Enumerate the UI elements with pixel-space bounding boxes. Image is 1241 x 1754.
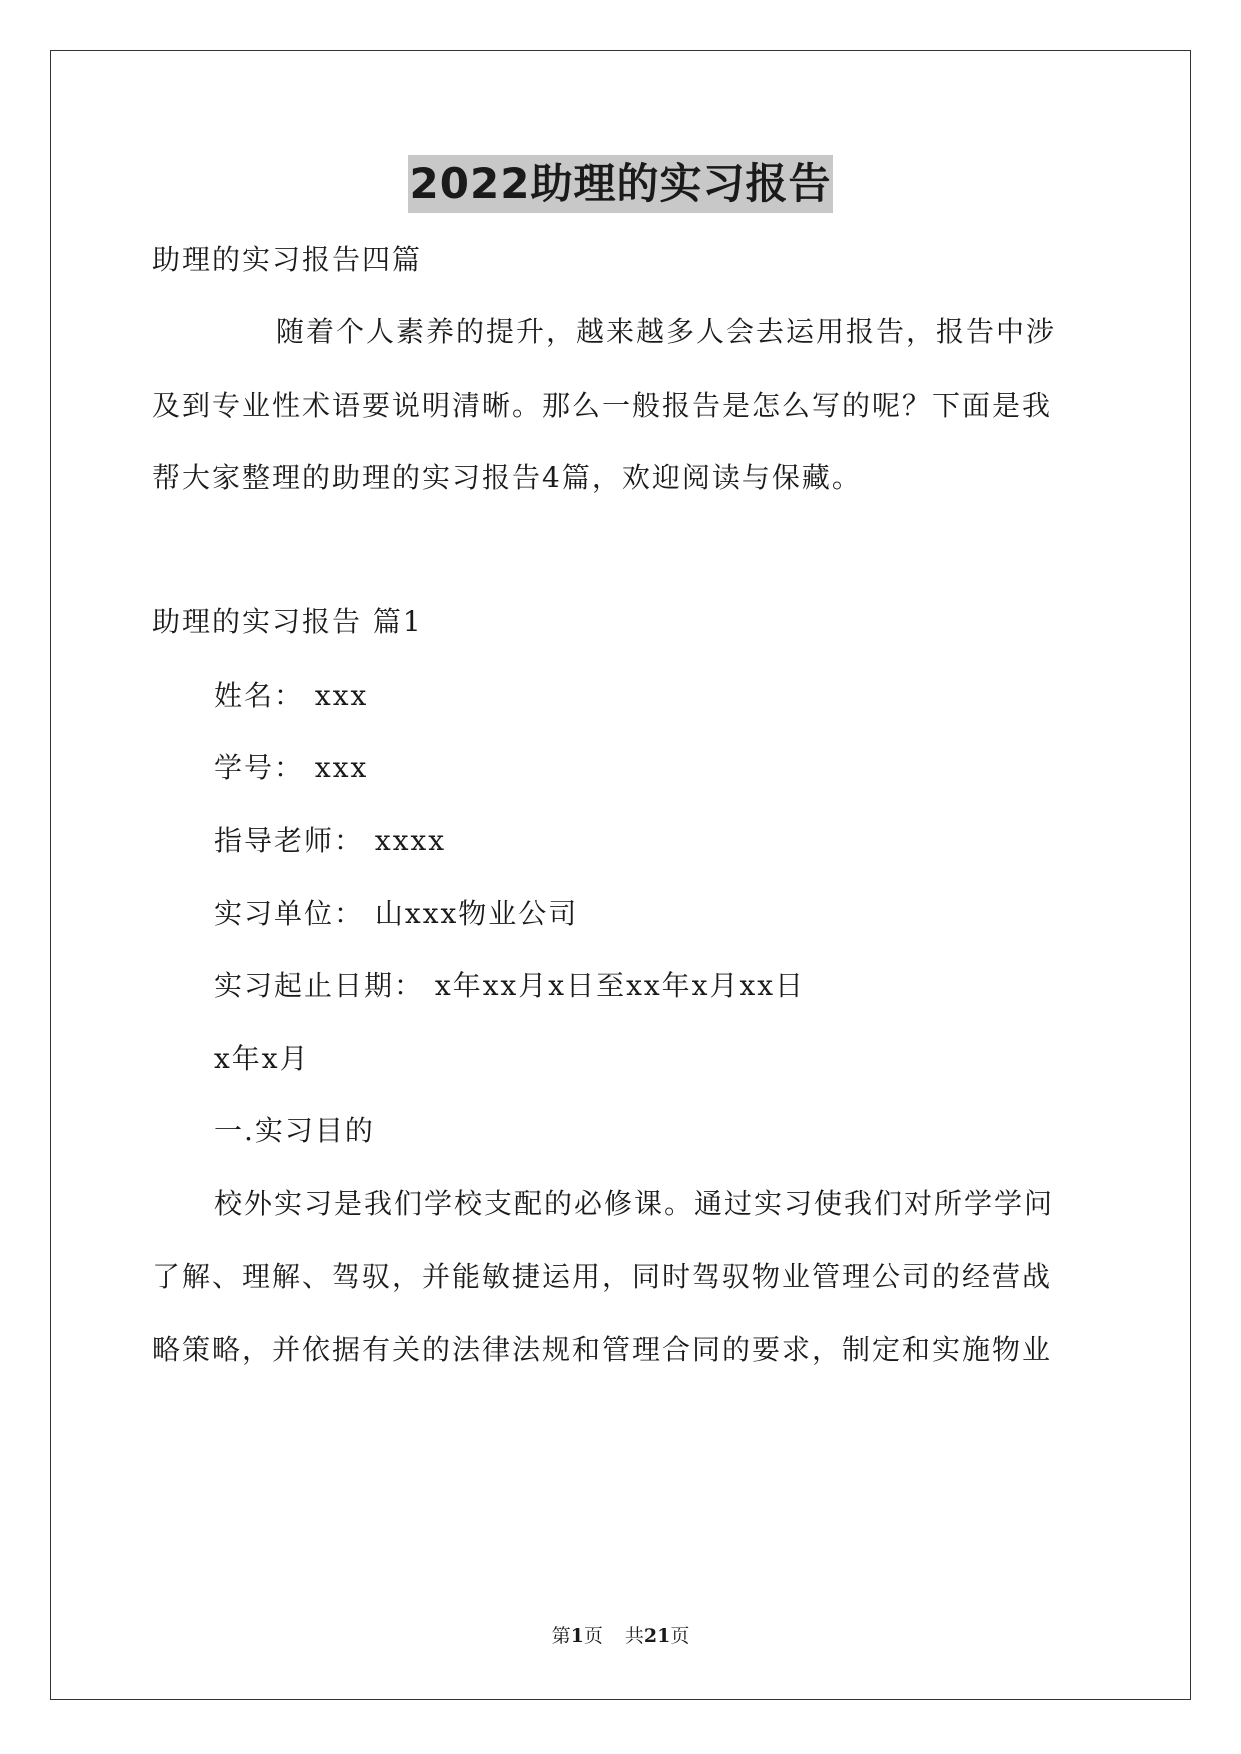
purpose-line-2: 了解、理解、驾驭，并能敏捷运用，同时驾驭物业管理公司的经营战 bbox=[152, 1260, 1053, 1293]
intro-line-2: 及到专业性术语要说明清晰。那么一般报告是怎么写的呢？下面是我 bbox=[152, 389, 1053, 422]
document-title: 2022助理的实习报告 bbox=[408, 155, 834, 213]
document-subtitle: 助理的实习报告四篇 bbox=[152, 243, 423, 276]
purpose-line-3: 略策略，并依据有关的法律法规和管理合同的要求，制定和实施物业 bbox=[152, 1333, 1053, 1366]
title-container bbox=[0, 155, 1241, 213]
footer-total-suffix: 页 bbox=[670, 1625, 690, 1647]
intro-line-1: 随着个人素养的提升，越来越多人会去运用报告，报告中涉 bbox=[276, 315, 1057, 348]
footer-total-pages: 21 bbox=[643, 1625, 671, 1647]
page-border bbox=[50, 50, 1191, 1700]
footer-total-prefix: 共 bbox=[624, 1625, 644, 1647]
field-unit: 实习单位： 山xxx物业公司 bbox=[214, 897, 579, 930]
field-student-id: 学号： xxx bbox=[214, 751, 369, 784]
field-advisor: 指导老师： xxxx bbox=[214, 824, 447, 857]
page-footer bbox=[0, 1623, 1241, 1649]
footer-page-prefix: 第 bbox=[551, 1625, 571, 1647]
intro-line-3: 帮大家整理的助理的实习报告4篇，欢迎阅读与保藏。 bbox=[152, 461, 862, 494]
field-dates: 实习起止日期： x年xx月x日至xx年x月xx日 bbox=[214, 969, 806, 1002]
purpose-line-1: 校外实习是我们学校支配的必修课。通过实习使我们对所学学问 bbox=[214, 1187, 1055, 1220]
field-name: 姓名： xxx bbox=[214, 679, 369, 712]
field-date-signed: x年x月 bbox=[214, 1042, 310, 1075]
footer-page-number: 1 bbox=[570, 1625, 584, 1647]
section-heading: 助理的实习报告 篇1 bbox=[152, 605, 423, 638]
footer-page-suffix: 页 bbox=[583, 1625, 603, 1647]
purpose-heading: 一.实习目的 bbox=[214, 1114, 375, 1147]
